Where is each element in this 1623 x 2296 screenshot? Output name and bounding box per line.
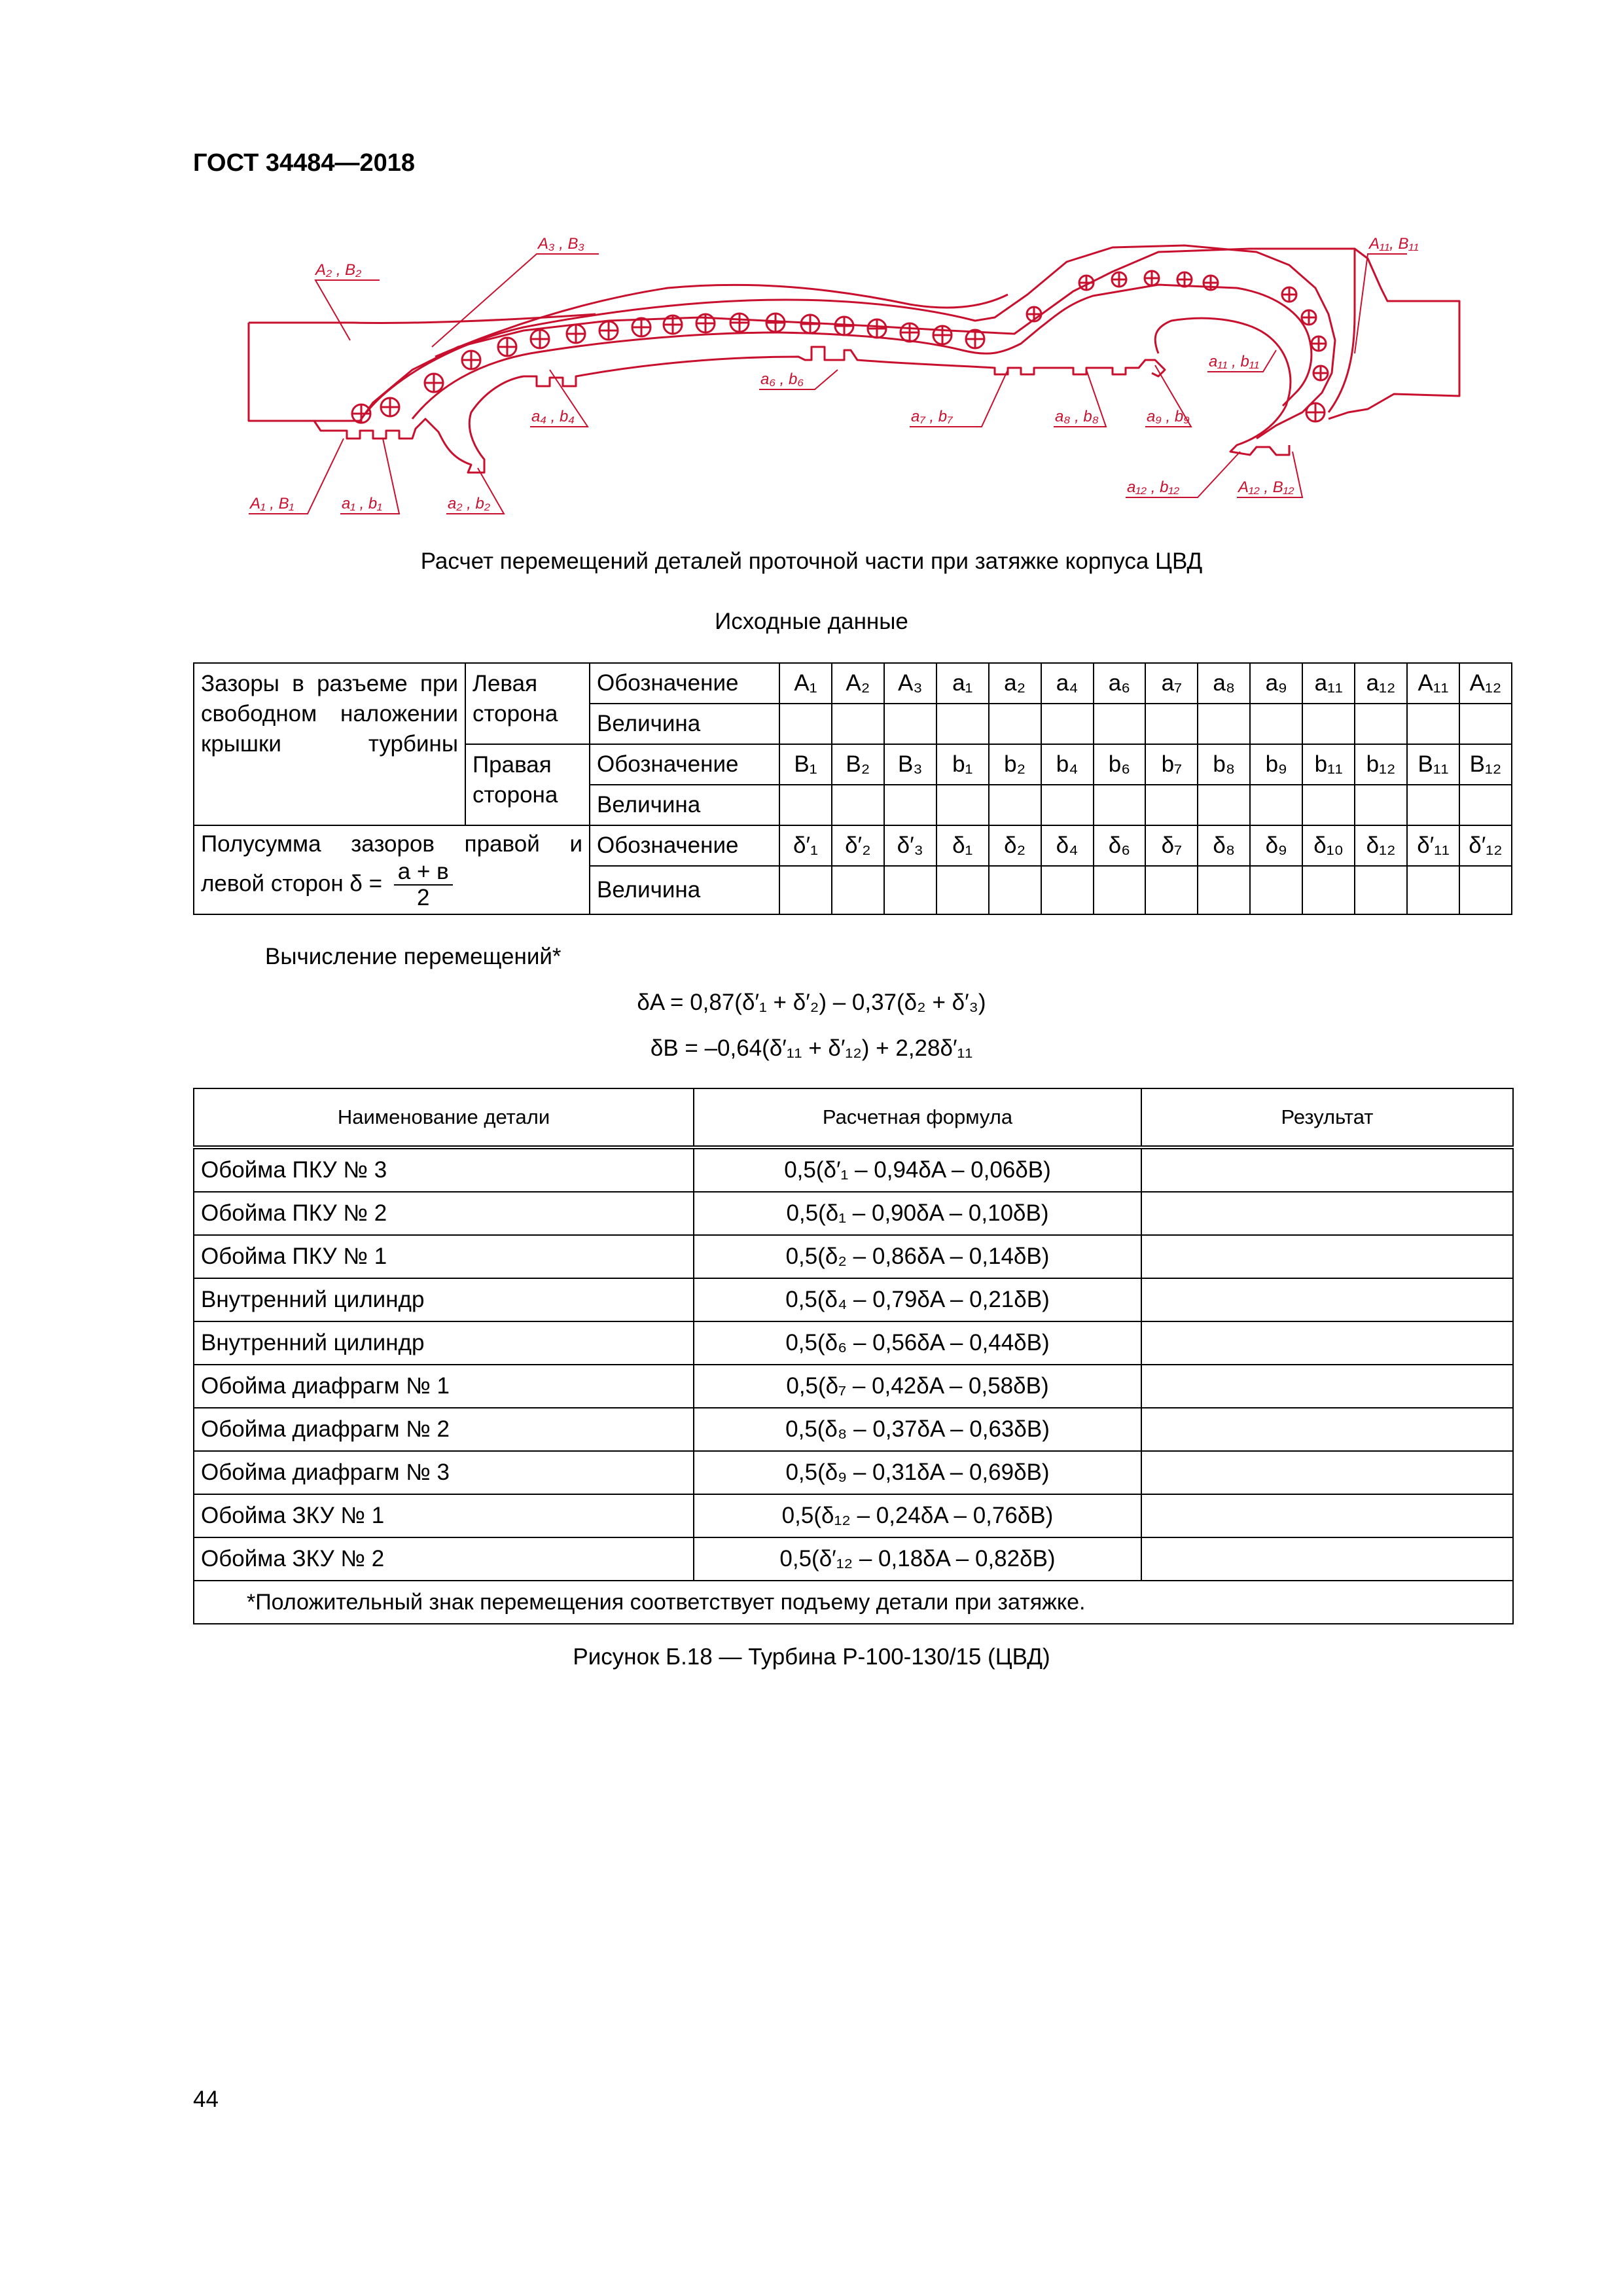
label-a9-b9: a₉ , b₉ bbox=[1147, 408, 1190, 425]
value-cell[interactable] bbox=[1302, 866, 1355, 914]
bolt-hole-icon bbox=[632, 318, 651, 336]
value-cell[interactable] bbox=[1355, 866, 1407, 914]
result-cell[interactable] bbox=[1141, 1192, 1513, 1235]
delta-symbol: δ₁₀ bbox=[1302, 825, 1355, 866]
result-cell[interactable] bbox=[1141, 1147, 1513, 1192]
part-formula: 0,5(δ₆ – 0,56δA – 0,44δB) bbox=[694, 1321, 1141, 1365]
bolt-hole-icon bbox=[801, 315, 819, 333]
designation-label: Обозначение bbox=[590, 663, 779, 704]
value-cell[interactable] bbox=[936, 785, 989, 825]
value-cell[interactable] bbox=[1302, 704, 1355, 744]
label-a1-b1: a₁ , b₁ bbox=[342, 495, 382, 512]
bolt-hole-icon bbox=[462, 351, 480, 369]
delta-symbol: δ′₁₁ bbox=[1407, 825, 1459, 866]
label-a7-b7: a₇ , b₇ bbox=[911, 408, 953, 425]
part-name: Обойма ПКУ № 2 bbox=[194, 1192, 694, 1235]
value-cell[interactable] bbox=[1459, 704, 1512, 744]
value-label: Величина bbox=[590, 785, 779, 825]
value-cell[interactable] bbox=[989, 866, 1041, 914]
table-row bbox=[194, 1147, 1513, 1192]
source-data-caption: Исходные данные bbox=[715, 609, 908, 634]
header-part-name: Наименование детали bbox=[194, 1088, 694, 1147]
delta-symbol: δ₆ bbox=[1094, 825, 1146, 866]
delta-symbol: δ′₁ bbox=[779, 825, 832, 866]
label-A2-B2: A₂ , B₂ bbox=[315, 261, 362, 279]
label-a12-b12: a₁₂ , b₁₂ bbox=[1127, 478, 1180, 496]
formula-delta-b: δB = –0,64(δ′₁₁ + δ′₁₂) + 2,28δ′₁₁ bbox=[650, 1035, 973, 1061]
right-symbol: b₂ bbox=[989, 744, 1041, 785]
header-formula: Расчетная формула bbox=[694, 1088, 1141, 1147]
bolt-hole-icon bbox=[531, 330, 549, 348]
half-sum-fraction bbox=[394, 859, 453, 910]
half-sum-label-line2 bbox=[201, 859, 582, 910]
table-row bbox=[194, 1235, 1513, 1278]
table-row bbox=[194, 1451, 1513, 1494]
part-formula: 0,5(δ₈ – 0,37δA – 0,63δB) bbox=[694, 1408, 1141, 1451]
table-row bbox=[194, 1494, 1513, 1537]
delta-symbol: δ₁₂ bbox=[1355, 825, 1407, 866]
part-formula: 0,5(δ₁ – 0,90δA – 0,10δB) bbox=[694, 1192, 1141, 1235]
delta-symbol: δ₂ bbox=[989, 825, 1041, 866]
calc-title: Вычисление перемещений* bbox=[265, 944, 562, 969]
inner-body-inner bbox=[412, 285, 1311, 419]
gaps-label: Зазоры в разъеме при свободном наложении крышки турбины bbox=[194, 663, 465, 825]
right-hook-contour bbox=[1155, 318, 1291, 455]
input-data-table bbox=[193, 662, 1512, 915]
right-symbol: b₉ bbox=[1250, 744, 1302, 785]
left-symbol: a₁₁ bbox=[1302, 663, 1355, 704]
bolt-hole-icon bbox=[664, 315, 682, 334]
half-sum-label bbox=[194, 825, 590, 914]
result-cell[interactable] bbox=[1141, 1494, 1513, 1537]
turbine-cross-section-diagram bbox=[242, 223, 1472, 530]
fraction-numerator: а + в bbox=[394, 859, 453, 886]
value-cell[interactable] bbox=[936, 704, 989, 744]
value-cell[interactable] bbox=[1198, 785, 1250, 825]
result-cell[interactable] bbox=[1141, 1408, 1513, 1451]
part-name: Обойма ПКУ № 1 bbox=[194, 1235, 694, 1278]
right-symbol: b₆ bbox=[1094, 744, 1146, 785]
value-cell[interactable] bbox=[1094, 785, 1146, 825]
label-a4-b4: a₄ , b₄ bbox=[531, 408, 575, 425]
right-symbol: b₄ bbox=[1041, 744, 1094, 785]
bolt-hole-icon bbox=[381, 398, 399, 416]
value-cell[interactable] bbox=[1145, 785, 1198, 825]
bolt-hole-icon bbox=[966, 330, 984, 348]
value-cell[interactable] bbox=[936, 866, 989, 914]
part-name: Обойма диафрагм № 1 bbox=[194, 1365, 694, 1408]
result-cell[interactable] bbox=[1141, 1278, 1513, 1321]
half-sum-label-line1: Полусумма зазоров правой и bbox=[201, 831, 582, 857]
value-cell[interactable] bbox=[1407, 704, 1459, 744]
bolt-hole-icon bbox=[1112, 272, 1126, 287]
right-symbol: B₃ bbox=[884, 744, 936, 785]
part-formula: 0,5(δ₁₂ – 0,24δA – 0,76δB) bbox=[694, 1494, 1141, 1537]
bolt-hole-icon bbox=[933, 326, 952, 344]
label-a6-b6: a₆ , b₆ bbox=[760, 370, 804, 388]
result-cell[interactable] bbox=[1141, 1321, 1513, 1365]
label-A12-B12: A₁₂ , B₁₂ bbox=[1238, 478, 1294, 496]
fraction-denominator: 2 bbox=[417, 885, 430, 910]
value-cell[interactable] bbox=[1250, 866, 1302, 914]
value-cell[interactable] bbox=[1459, 866, 1512, 914]
result-table bbox=[193, 1088, 1514, 1624]
diagram-caption: Расчет перемещений деталей проточной части при затяжке корпуса ЦВД bbox=[420, 548, 1203, 574]
figure-caption: Рисунок Б.18 — Турбина Р-100-130/15 (ЦВД) bbox=[573, 1644, 1050, 1670]
delta-symbol: δ₉ bbox=[1250, 825, 1302, 866]
right-symbol: b₈ bbox=[1198, 744, 1250, 785]
part-name: Обойма диафрагм № 3 bbox=[194, 1451, 694, 1494]
value-cell[interactable] bbox=[1198, 866, 1250, 914]
table-row bbox=[194, 1278, 1513, 1321]
left-symbol: A₁₂ bbox=[1459, 663, 1512, 704]
value-label: Величина bbox=[590, 704, 779, 744]
value-cell[interactable] bbox=[1302, 785, 1355, 825]
value-cell[interactable] bbox=[989, 704, 1041, 744]
part-name: Обойма ЗКУ № 1 bbox=[194, 1494, 694, 1537]
bolt-hole-icon bbox=[730, 314, 749, 332]
bolt-hole-icon bbox=[352, 404, 370, 423]
result-cell[interactable] bbox=[1141, 1451, 1513, 1494]
result-cell[interactable] bbox=[1141, 1235, 1513, 1278]
designation-label: Обозначение bbox=[590, 744, 779, 785]
value-cell[interactable] bbox=[884, 704, 936, 744]
bolt-holes bbox=[352, 271, 1328, 423]
part-name: Обойма ЗКУ № 2 bbox=[194, 1537, 694, 1581]
label-a11-b11: a₁₁ , b₁₁ bbox=[1209, 353, 1259, 370]
part-name: Обойма диафрагм № 2 bbox=[194, 1408, 694, 1451]
part-formula: 0,5(δ′₁₂ – 0,18δA – 0,82δB) bbox=[694, 1537, 1141, 1581]
document-header: ГОСТ 34484—2018 bbox=[193, 149, 416, 177]
bolt-hole-icon bbox=[1204, 276, 1218, 290]
delta-symbol: δ′₂ bbox=[832, 825, 884, 866]
bolt-hole-icon bbox=[567, 325, 585, 343]
value-cell[interactable] bbox=[1041, 704, 1094, 744]
value-cell[interactable] bbox=[884, 785, 936, 825]
table-footnote: *Положительный знак перемещения соответствует подъему детали при затяжке. bbox=[194, 1581, 1513, 1624]
right-symbol: B₁ bbox=[779, 744, 832, 785]
part-formula: 0,5(δ₄ – 0,79δA – 0,21δB) bbox=[694, 1278, 1141, 1321]
delta-symbol: δ′₃ bbox=[884, 825, 936, 866]
value-cell[interactable] bbox=[884, 866, 936, 914]
value-cell[interactable] bbox=[779, 866, 832, 914]
value-cell[interactable] bbox=[1094, 866, 1146, 914]
table-row bbox=[194, 1321, 1513, 1365]
right-symbol: B₂ bbox=[832, 744, 884, 785]
delta-symbol: δ₇ bbox=[1145, 825, 1198, 866]
value-cell[interactable] bbox=[779, 785, 832, 825]
half-sum-label-text: левой сторон δ = bbox=[201, 870, 383, 897]
bolt-hole-icon bbox=[1313, 366, 1328, 380]
value-cell[interactable] bbox=[832, 704, 884, 744]
part-name: Внутренний цилиндр bbox=[194, 1321, 694, 1365]
value-cell[interactable] bbox=[1145, 866, 1198, 914]
value-cell[interactable] bbox=[1145, 704, 1198, 744]
left-symbol: a₉ bbox=[1250, 663, 1302, 704]
left-symbol: A₁ bbox=[779, 663, 832, 704]
part-formula: 0,5(δ₂ – 0,86δA – 0,14δB) bbox=[694, 1235, 1141, 1278]
table-row bbox=[194, 1192, 1513, 1235]
bolt-hole-icon bbox=[1282, 287, 1296, 302]
bolt-hole-icon bbox=[1302, 310, 1316, 325]
designation-label: Обозначение bbox=[590, 825, 779, 866]
left-symbol: a₁ bbox=[936, 663, 989, 704]
bolt-hole-icon bbox=[498, 338, 516, 356]
table-row bbox=[194, 1537, 1513, 1581]
value-cell[interactable] bbox=[1041, 785, 1094, 825]
label-A1-B1: A₁ , B₁ bbox=[250, 495, 294, 512]
bolt-hole-icon bbox=[599, 321, 618, 340]
result-cell[interactable] bbox=[1141, 1537, 1513, 1581]
delta-symbol: δ₄ bbox=[1041, 825, 1094, 866]
bolt-hole-icon bbox=[1311, 336, 1326, 351]
left-symbol: a₂ bbox=[989, 663, 1041, 704]
header-result: Результат bbox=[1141, 1088, 1513, 1147]
bolt-hole-icon bbox=[696, 314, 715, 332]
value-cell[interactable] bbox=[1198, 704, 1250, 744]
part-name: Обойма ПКУ № 3 bbox=[194, 1147, 694, 1192]
value-cell[interactable] bbox=[1407, 785, 1459, 825]
part-formula: 0,5(δ₇ – 0,42δA – 0,58δB) bbox=[694, 1365, 1141, 1408]
left-symbol: a₄ bbox=[1041, 663, 1094, 704]
right-symbol: b₇ bbox=[1145, 744, 1198, 785]
value-cell[interactable] bbox=[1355, 704, 1407, 744]
left-symbol: a₈ bbox=[1198, 663, 1250, 704]
right-symbol: B₁₂ bbox=[1459, 744, 1512, 785]
value-cell[interactable] bbox=[1250, 785, 1302, 825]
value-label: Величина bbox=[590, 866, 779, 914]
right-symbol: b₁₂ bbox=[1355, 744, 1407, 785]
value-cell[interactable] bbox=[1250, 704, 1302, 744]
bolt-hole-icon bbox=[1027, 307, 1041, 321]
value-cell[interactable] bbox=[989, 785, 1041, 825]
value-cell[interactable] bbox=[832, 866, 884, 914]
value-cell[interactable] bbox=[1459, 785, 1512, 825]
value-cell[interactable] bbox=[1094, 704, 1146, 744]
left-symbol: A₁₁ bbox=[1407, 663, 1459, 704]
bolt-hole-icon bbox=[425, 374, 443, 392]
right-symbol: B₁₁ bbox=[1407, 744, 1459, 785]
bolt-hole-icon bbox=[1079, 276, 1094, 290]
upper-ring-contour bbox=[435, 285, 1008, 357]
value-cell[interactable] bbox=[1041, 866, 1094, 914]
part-formula: 0,5(δ′₁ – 0,94δA – 0,06δB) bbox=[694, 1147, 1141, 1192]
value-cell[interactable] bbox=[1355, 785, 1407, 825]
lower-teeth-contour bbox=[314, 347, 1165, 473]
bolt-hole-icon bbox=[1177, 272, 1192, 287]
delta-symbol: δ′₁₂ bbox=[1459, 825, 1512, 866]
delta-symbol: δ₁ bbox=[936, 825, 989, 866]
left-side-label: Левая сторона bbox=[465, 663, 590, 744]
label-a8-b8: a₈ , b₈ bbox=[1055, 408, 1099, 425]
value-cell[interactable] bbox=[779, 704, 832, 744]
left-symbol: a₇ bbox=[1145, 663, 1198, 704]
left-symbol: A₂ bbox=[832, 663, 884, 704]
bolt-hole-icon bbox=[766, 314, 785, 332]
bolt-hole-icon bbox=[1145, 271, 1159, 285]
label-a2-b2: a₂ , b₂ bbox=[448, 495, 491, 512]
bolt-hole-icon bbox=[868, 319, 886, 338]
label-A11-B11: A₁₁, B₁₁ bbox=[1369, 235, 1419, 253]
part-name: Внутренний цилиндр bbox=[194, 1278, 694, 1321]
result-cell[interactable] bbox=[1141, 1365, 1513, 1408]
part-formula: 0,5(δ₉ – 0,31δA – 0,69δB) bbox=[694, 1451, 1141, 1494]
bolt-hole-icon bbox=[901, 323, 919, 342]
right-symbol: b₁ bbox=[936, 744, 989, 785]
table-row bbox=[194, 1365, 1513, 1408]
right-symbol: b₁₁ bbox=[1302, 744, 1355, 785]
delta-symbol: δ₈ bbox=[1198, 825, 1250, 866]
left-symbol: A₃ bbox=[884, 663, 936, 704]
label-A3-B3: A₃ , B₃ bbox=[538, 235, 585, 253]
table-row bbox=[194, 1408, 1513, 1451]
left-symbol: a₁₂ bbox=[1355, 663, 1407, 704]
bolt-hole-icon bbox=[1306, 403, 1325, 422]
right-side-label: Правая сторона bbox=[465, 744, 590, 825]
value-cell[interactable] bbox=[832, 785, 884, 825]
bolt-hole-icon bbox=[835, 317, 853, 335]
left-symbol: a₆ bbox=[1094, 663, 1146, 704]
value-cell[interactable] bbox=[1407, 866, 1459, 914]
formula-delta-a: δA = 0,87(δ′₁ + δ′₂) – 0,37(δ₂ + δ′₃) bbox=[637, 990, 986, 1015]
page-number: 44 bbox=[193, 2087, 219, 2112]
